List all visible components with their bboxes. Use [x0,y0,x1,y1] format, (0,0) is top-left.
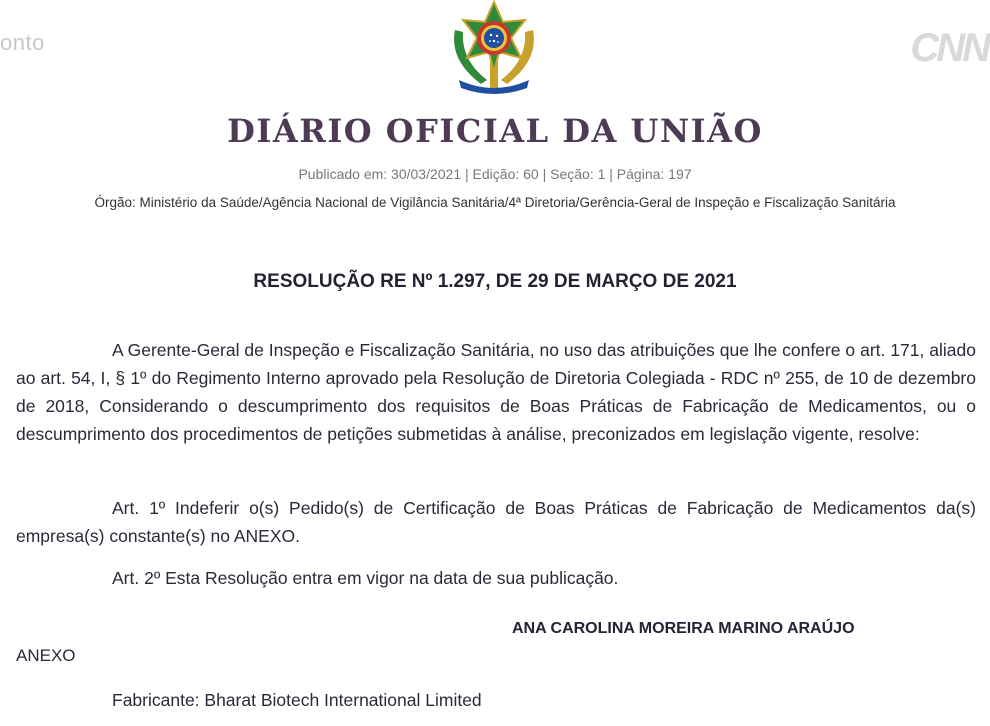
watermark-left: onto [0,30,45,55]
annex-fabricante: Fabricante: Bharat Biotech International Limited [112,690,482,710]
annex-heading: ANEXO [16,646,76,665]
article-2: Art. 2º Esta Resolução entra em vigor na data de sua publicação. [112,568,619,588]
coat-of-arms-icon [441,0,547,94]
signer-name: ANA CAROLINA MOREIRA MARINO ARAÚJO [512,620,855,637]
masthead-title: DIÁRIO OFICIAL DA UNIÃO [227,112,763,150]
resolution-title: RESOLUÇÃO RE Nº 1.297, DE 29 DE MARÇO DE 2021 [253,271,737,292]
article-1: Art. 1º Indeferir o(s) Pedido(s) de Certificação de Boas Práticas de Fabricação de Medicamentos da(s) empresa(s) constante(s) no ANEXO. [16,498,976,546]
orgao-line: Órgão: Ministério da Saúde/Agência Nacional de Vigilância Sanitária/4ª Diretoria/Gerência-Geral de Inspeção e Fiscalização Sanitária [94,195,896,210]
publication-info: Publicado em: 30/03/2021 | Edição: 60 | Seção: 1 | Página: 197 [298,166,692,182]
resolution-preamble: A Gerente-Geral de Inspeção e Fiscalização Sanitária, no uso das atribuições que lhe confere o art. 171, aliado ao art. 54, I, § 1º do Regimento Interno aprovado pela Resolução de Diretoria Colegiada - RDC nº 255, de 10 de dezembro de 2018, Considerando o descumprimento dos requisitos de Boas Práticas de Fabricação de Medicamentos, ou o descumprimento dos procedimentos de petições submetidas à análise, preconizados em legislação vigente, resolve: [16,340,976,444]
cnn-watermark: CNN [910,26,988,70]
